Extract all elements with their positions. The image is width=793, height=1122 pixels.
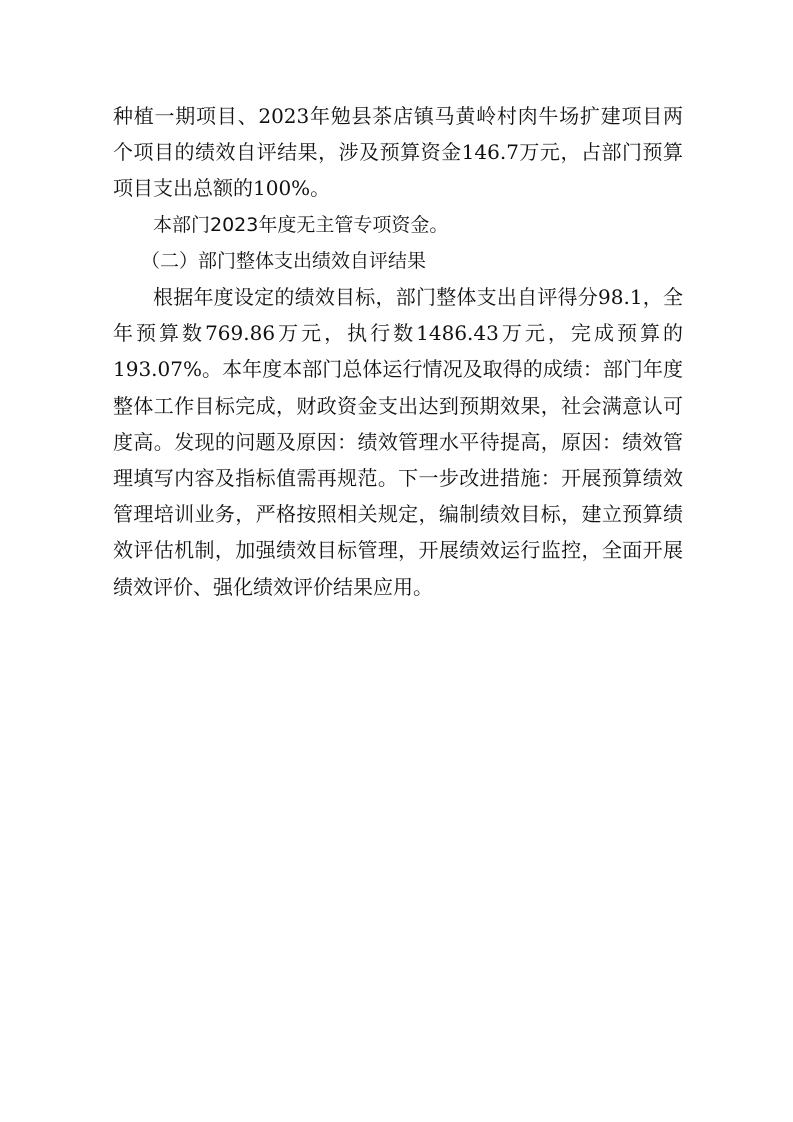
paragraph-project-results: 种植一期项目、2023年勉县茶店镇马黄岭村肉牛场扩建项目两个项目的绩效自评结果，涉及预算资金146.7万元，占部门预算项目支出总额的100%。 xyxy=(113,104,683,201)
paragraph-overall-evaluation: 根据年度设定的绩效目标，部门整体支出自评得分98.1，全年预算数769.86万元，执行数1486.43万元，完成预算的193.07%。本年度本部门总体运行情况及取得的成绩：部门年度整体工作目标完成，财政资金支出达到预期效果，社会满意认可度高。发现的问题及原因：绩效管理水平待提高，原因：绩效管理填写内容及指标值需再规范。下一步改进措施：开展预算绩效管理培训业务，严格按照相关规定，编制绩效目标，建立预算绩效评估机制，加强绩效目标管理，开展绩效运行监控，全面开展绩效评价、强化绩效评价结果应用。 xyxy=(113,285,683,599)
section-heading-overall-expenditure: （二）部门整体支出绩效自评结果 xyxy=(141,249,427,272)
paragraph-special-funds: 本部门2023年度无主管专项资金。 xyxy=(153,213,449,236)
document-body xyxy=(113,98,683,605)
